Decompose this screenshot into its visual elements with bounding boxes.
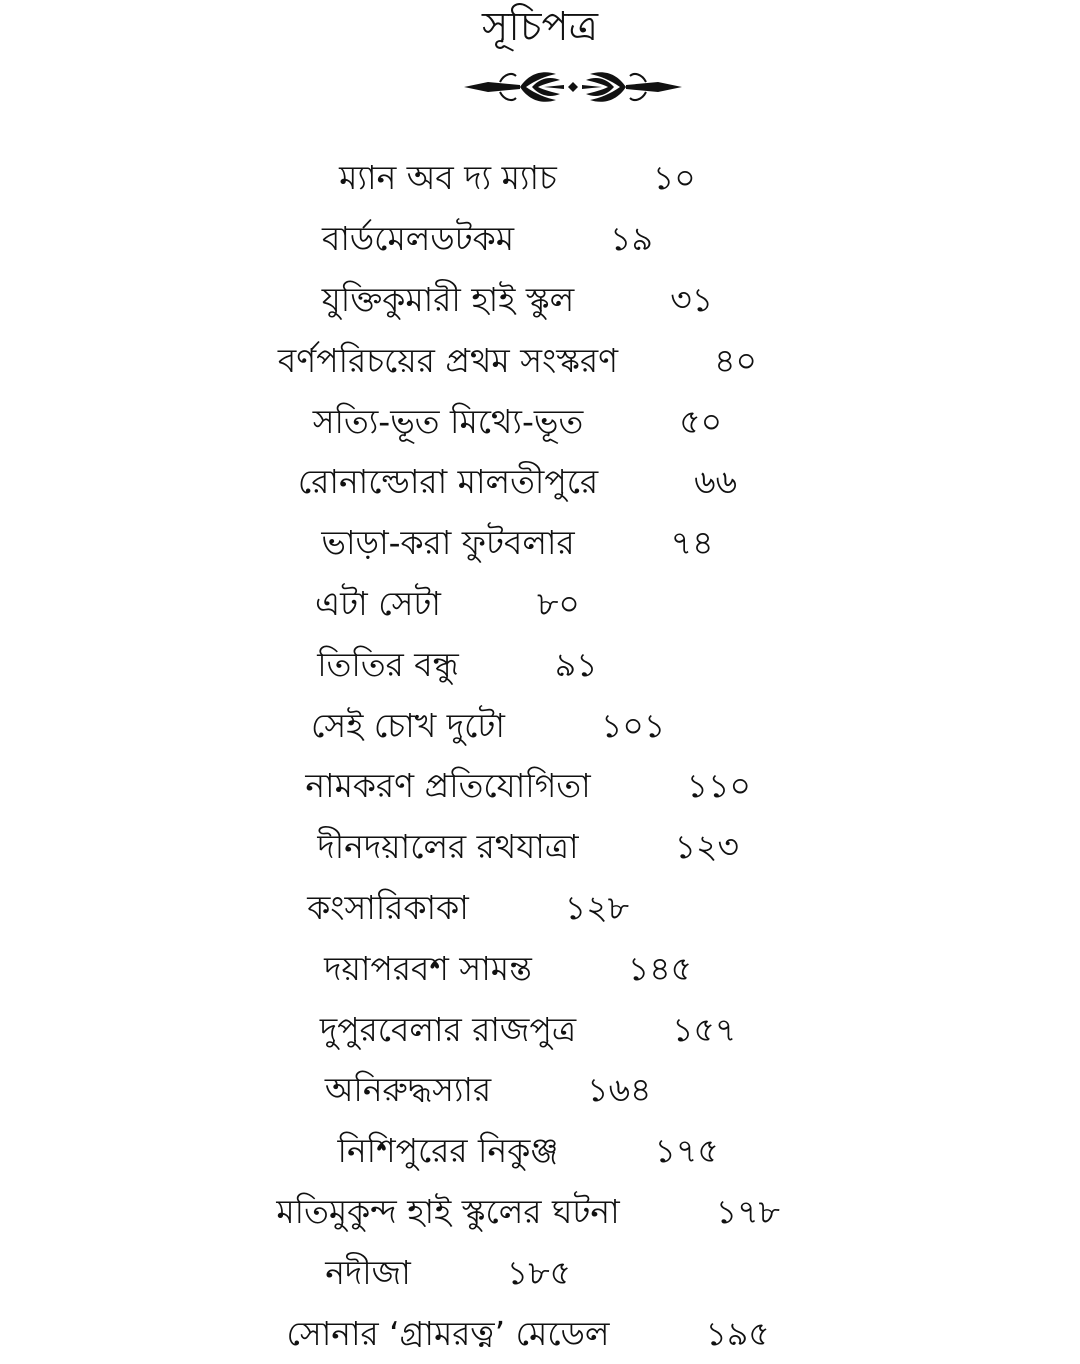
toc-entry-page-number: ৮০ <box>536 583 580 623</box>
toc-entry-page-number: ১৫৭ <box>672 1009 737 1049</box>
toc-entry-title: বর্ণপরিচয়ের প্রথম সংস্করণ <box>277 340 619 380</box>
toc-entry-title: কংসারিকাকা <box>307 887 469 927</box>
toc-entry-title: বার্ডমেলডটকম <box>321 219 515 259</box>
toc-entry-page-number: ৭৪ <box>670 523 714 563</box>
toc-entry-page-number: ১২৮ <box>564 887 630 927</box>
toc-entry-page-number: ১৪৫ <box>627 948 693 988</box>
toc-entry[interactable] <box>0 1303 1080 1364</box>
toc-entry-page-number: ১৭৫ <box>654 1131 719 1171</box>
toc-entry[interactable] <box>0 1121 1080 1182</box>
toc-entry-page-number: ৯১ <box>554 644 598 684</box>
toc-entry[interactable] <box>0 1060 1040 1121</box>
toc-entry-title: সেই চোখ দুটো <box>311 705 505 745</box>
toc-entry-page-number: ১০ <box>652 158 696 198</box>
toc-entry-title: সত্যি-ভূত মিথ্যে-ভূত <box>312 401 584 441</box>
toc-entry-page-number: ৪০ <box>714 340 757 380</box>
toc-entry-page-number: ১৮৫ <box>506 1252 572 1292</box>
toc-entry-title: রোনাল্ডোরা মালতীপুরে <box>297 462 599 502</box>
toc-entry-title: নিশিপুরের নিকুঞ্জ <box>337 1131 559 1171</box>
toc-entry-page-number: ১৭৮ <box>715 1191 780 1231</box>
toc-entry-title: মতিমুকুন্দ হাই স্কুলের ঘটনা <box>276 1191 620 1231</box>
toc-entry-title: এটা সেটা <box>315 583 441 623</box>
toc-entry[interactable] <box>0 1182 1080 1243</box>
page-title: সূচিপত্র <box>482 4 598 50</box>
toc-entry-title: নামকরণ প্রতিযোগিতা <box>305 766 591 806</box>
toc-entry-page-number: ১০১ <box>600 705 666 745</box>
toc-entry[interactable] <box>0 574 1010 635</box>
toc-entry-title: অনিরুদ্ধস্যার <box>324 1070 492 1110</box>
toc-entry[interactable] <box>0 634 1020 695</box>
toc-entry-title: ভাড়া-করা ফুটবলার <box>321 523 575 563</box>
toc-entry-page-number: ৩১ <box>670 279 714 319</box>
toc-entry[interactable] <box>0 1242 1000 1303</box>
toc-entry-page-number: ৬৬ <box>694 462 738 502</box>
toc-entry-page-number: ১৯৫ <box>705 1313 770 1353</box>
toc-entry-title: তিতির বন্ধু <box>317 644 459 684</box>
toc-entry-title: দীনদয়ালের রথযাত্রা <box>317 827 579 867</box>
table-of-contents <box>0 148 1080 1364</box>
toc-entry[interactable] <box>0 878 1020 939</box>
toc-entry-page-number: ৫০ <box>679 401 723 441</box>
decorative-flourish-icon <box>460 64 686 110</box>
toc-entry-title: সোনার ‘গ্রামরত্ন’ মেডেল <box>286 1313 610 1353</box>
toc-entry[interactable] <box>0 999 1080 1060</box>
toc-entry[interactable] <box>0 330 1080 391</box>
toc-entry[interactable] <box>0 209 1050 270</box>
toc-entry-page-number: ১১০ <box>686 766 751 806</box>
toc-entry[interactable] <box>0 148 1080 209</box>
toc-entry-page-number: ১৯ <box>610 219 653 259</box>
toc-entry-page-number: ১২৩ <box>674 827 739 867</box>
toc-entry[interactable] <box>0 695 1040 756</box>
toc-entry-title: দয়াপরবশ সামন্ত <box>324 948 532 988</box>
toc-entry-title: নদীজা <box>325 1252 411 1292</box>
toc-entry[interactable] <box>0 391 1080 452</box>
toc-entry[interactable] <box>0 756 1080 817</box>
toc-entry-page-number: ১৬৪ <box>587 1070 652 1110</box>
toc-entry[interactable] <box>0 270 1080 331</box>
toc-entry[interactable] <box>0 817 1080 878</box>
toc-entry-title: ম্যান অব দ্য ম্যাচ <box>339 158 557 198</box>
toc-entry[interactable] <box>0 513 1080 574</box>
toc-entry-title: যুক্তিকুমারী হাই স্কুল <box>321 279 575 319</box>
toc-entry-title: দুপুরবেলার রাজপুত্র <box>319 1009 577 1049</box>
toc-entry[interactable] <box>0 938 1060 999</box>
toc-entry[interactable] <box>0 452 1080 513</box>
